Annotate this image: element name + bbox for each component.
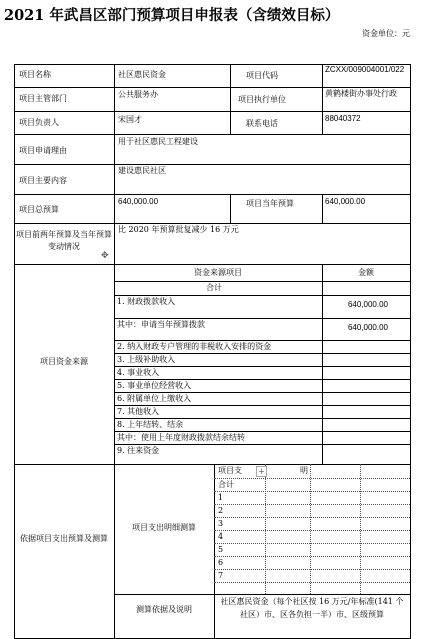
project-name-value: 社区惠民资金 [118,70,166,79]
expense-row-label: 3 [218,519,224,528]
phone-value: 88040372 [325,114,361,123]
add-cell-icon[interactable]: + [256,466,267,477]
basis-value: 社区惠民资金（每个社区按 16 万元/年标准(141 个社区）市、区各负担一半）市、区级预算 [220,597,404,619]
exec-unit-label: 项目执行单位 [238,95,286,104]
funding-row-label: 8. 上年结转、结余 [117,420,184,429]
dept-value: 公共服务办 [118,90,158,99]
table-title: 2021 年武昌区部门预算项目申报表（含绩效目标） [4,7,340,24]
funding-row-label: 5. 事业单位经营收入 [117,381,192,390]
funding-row-label: 2. 纳入财政专户管理的非税收入安排的资金 [117,342,272,351]
person-value: 宋国才 [118,115,142,124]
funding-row-label: 合计 [206,283,222,292]
project-code-value: ZCXX/009004001/022 [325,65,405,74]
reason-label: 项目申请理由 [19,146,67,155]
expense-row-label: 6 [218,558,224,567]
project-name-label: 项目名称 [19,70,51,79]
total-budget-value: 640,000.00 [118,197,159,206]
person-label: 项目负责人 [19,118,59,127]
project-code-label: 项目代码 [246,71,278,80]
funding-col-amount: 金额 [358,268,374,277]
funding-section-label: 项目资金来源 [40,357,88,366]
change-value: 比 2020 年预算批复减少 16 万元 [118,225,239,234]
funding-col-source: 资金来源项目 [194,268,242,277]
expense-row-label: 5 [218,545,224,554]
expense-row-label: 2 [218,506,224,515]
expense-row-label: 1 [218,493,224,502]
content-value: 建设惠民社区 [118,166,166,175]
expense-col-item: 项目支 [218,466,242,475]
total-budget-label: 项目总预算 [19,205,59,214]
unit-label: 资金单位：元 [362,29,410,38]
move-handle-icon[interactable]: ✥ [101,251,109,261]
reason-value: 用于社区惠民工程建设 [118,137,198,146]
funding-row-label: 4. 事业收入 [117,368,160,377]
expense-section-label: 依据项目支出预算及测算 [20,534,108,543]
funding-row-label: 3. 上级补助收入 [117,355,176,364]
funding-row-label: 9. 往来资金 [117,446,160,455]
expense-row-label: 7 [218,571,224,580]
expense-row-label: 4 [218,532,224,541]
content-label: 项目主要内容 [19,176,67,185]
year-budget-value: 640,000.00 [325,197,366,206]
funding-row-amount: 640,000.00 [347,323,388,332]
funding-row-label: 6. 附属单位上缴收入 [117,394,192,403]
exec-unit-value: 黄鹤楼街办事处行政 [325,89,397,98]
expense-col-item-tail: 明 [300,466,308,475]
change-label: 项目前两年预算及当年预算变动情况 [16,230,112,251]
expense-row-label: 合计 [218,480,234,489]
funding-row-label: 其中：申请当年预算拨款 [117,320,205,329]
basis-label: 测算依据及说明 [136,605,192,614]
funding-row-label: 1. 财政拨款收入 [117,297,176,306]
year-budget-label: 项目当年预算 [246,199,294,208]
funding-row-label: 7. 其他收入 [117,407,160,416]
phone-label: 联系电话 [246,119,278,128]
expense-detail-label: 项目支出明细测算 [132,523,196,532]
funding-row-amount: 640,000.00 [347,300,388,309]
funding-row-label: 其中：使用上年度财政拨款结余结转 [117,433,245,442]
dept-label: 项目主管部门 [19,94,67,103]
